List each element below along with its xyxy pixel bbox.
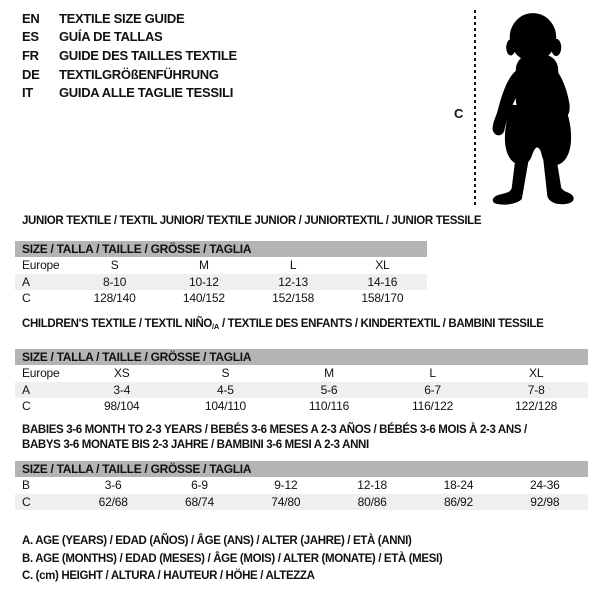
table-title: CHILDREN'S TEXTILE / TEXTIL $NIÑO_{/A}$ / TEXTILE DES ENFANTS / KINDERTEXTIL / BAMBINI TESSILE bbox=[22, 318, 544, 331]
size-cell: M bbox=[198, 258, 209, 272]
language-row bbox=[22, 28, 237, 47]
size-table bbox=[15, 349, 588, 415]
row-label: A bbox=[22, 274, 30, 289]
size-cell: 74/80 bbox=[271, 494, 301, 509]
language-row bbox=[22, 46, 237, 65]
size-cell: 62/68 bbox=[98, 494, 128, 509]
row-label: C bbox=[22, 494, 31, 509]
size-cell: 110/116 bbox=[308, 399, 350, 413]
height-measure-label-c: C bbox=[454, 106, 464, 121]
size-cell: 5-6 bbox=[320, 382, 338, 397]
size-cell: 80/86 bbox=[357, 494, 387, 509]
baby-silhouette-icon bbox=[487, 4, 589, 206]
size-cell: 158/170 bbox=[361, 291, 404, 305]
table-row bbox=[15, 494, 588, 511]
table-row bbox=[15, 290, 427, 307]
size-table bbox=[15, 461, 588, 510]
size-cell: 8-10 bbox=[103, 274, 127, 289]
size-cell: 92/98 bbox=[530, 494, 560, 509]
language-code: DE bbox=[22, 66, 40, 82]
language-text: TEXTILGRÖßENFÜHRUNG bbox=[59, 66, 219, 82]
size-cell: 104/110 bbox=[204, 399, 246, 413]
size-cell: 14-16 bbox=[367, 274, 398, 289]
table-row bbox=[15, 477, 588, 494]
size-cell: XS bbox=[113, 366, 130, 380]
table-row bbox=[15, 382, 588, 399]
language-text: GUIDE DES TAILLES TEXTILE bbox=[59, 47, 237, 63]
language-header bbox=[22, 9, 237, 102]
table-title: BABYS 3-6 MONATE BIS 2-3 JAHRE / BAMBINI 3-6 MESI A 2-3 ANNI bbox=[22, 439, 369, 451]
table-row bbox=[15, 365, 588, 382]
legend-note: B. AGE (MONTHS) / EDAD (MESES) / ÂGE (MOIS) / ALTER (MONATE) / ETÀ (MESI) bbox=[22, 552, 443, 565]
row-label: Europe bbox=[22, 366, 60, 380]
legend-note: A. AGE (YEARS) / EDAD (AÑOS) / ÂGE (ANS) / ALTER (JAHRE) / ETÀ (ANNI) bbox=[22, 535, 412, 547]
size-cell: 152/158 bbox=[272, 291, 315, 305]
table-title: JUNIOR TEXTILE / TEXTIL JUNIOR/ TEXTILE JUNIOR / JUNIORTEXTIL / JUNIOR TESSILE bbox=[22, 215, 482, 227]
size-cell: 3-6 bbox=[104, 478, 122, 492]
table-row bbox=[15, 274, 427, 291]
size-cell: 68/74 bbox=[184, 494, 214, 509]
language-text: GUÍA DE TALLAS bbox=[59, 29, 163, 45]
size-cell: 140/152 bbox=[182, 291, 225, 305]
title-subscript: /A bbox=[212, 322, 220, 331]
size-cell: 86/92 bbox=[443, 494, 473, 509]
size-table bbox=[15, 241, 427, 307]
language-code: FR bbox=[22, 47, 39, 63]
row-label: C bbox=[22, 291, 31, 305]
language-text: GUIDA ALLE TAGLIE TESSILI bbox=[59, 85, 234, 101]
size-table-babies bbox=[15, 423, 588, 510]
language-code: EN bbox=[22, 10, 40, 26]
legend-note: C. (cm) HEIGHT / ALTURA / HAUTEUR / HÖHE / ALTEZZA bbox=[22, 570, 315, 582]
size-cell: XL bbox=[375, 258, 390, 272]
size-cell: 24-36 bbox=[529, 478, 560, 492]
size-cell: 122/128 bbox=[515, 399, 558, 413]
table-row bbox=[15, 257, 427, 274]
size-cell: 6-9 bbox=[191, 478, 208, 492]
table-row bbox=[15, 398, 588, 415]
size-cell: 98/104 bbox=[104, 399, 140, 413]
size-cell: 6-7 bbox=[424, 382, 441, 397]
size-cell: XL bbox=[529, 366, 544, 380]
row-label: B bbox=[22, 478, 30, 492]
size-cell: 3-4 bbox=[113, 382, 131, 397]
size-cell: L bbox=[429, 366, 436, 380]
legend-notes bbox=[22, 533, 442, 586]
row-label: Europe bbox=[22, 258, 60, 272]
language-text: TEXTILE SIZE GUIDE bbox=[59, 10, 185, 26]
size-cell: 4-5 bbox=[217, 382, 234, 397]
language-code: ES bbox=[22, 29, 39, 45]
row-label: A bbox=[22, 382, 30, 397]
size-cell: 7-8 bbox=[527, 382, 545, 397]
table-title: BABIES 3-6 MONTH TO 2-3 YEARS / BEBÉS 3-6 MESES A 2-3 AÑOS / BÉBÉS 3-6 MOIS À 2-3 ANS / bbox=[22, 424, 527, 436]
size-cell: 18-24 bbox=[443, 478, 474, 492]
language-row bbox=[22, 83, 237, 102]
size-cell: 10-12 bbox=[189, 274, 219, 289]
size-table-junior bbox=[15, 214, 482, 307]
size-cell: M bbox=[324, 366, 334, 380]
size-cell: S bbox=[221, 366, 230, 380]
language-row bbox=[22, 9, 237, 28]
table-size-header: SIZE / TALLA / TAILLE / GRÖSSE / TAGLIA bbox=[15, 461, 588, 477]
size-cell: 12-13 bbox=[278, 274, 308, 289]
language-code: IT bbox=[22, 85, 33, 101]
language-row bbox=[22, 65, 237, 84]
size-table-children bbox=[15, 317, 588, 415]
size-cell: 128/140 bbox=[93, 291, 136, 305]
size-cell: 9-12 bbox=[274, 478, 298, 492]
size-cell: L bbox=[289, 258, 297, 272]
table-size-header: SIZE / TALLA / TAILLE / GRÖSSE / TAGLIA bbox=[15, 241, 427, 257]
table-size-header: SIZE / TALLA / TAILLE / GRÖSSE / TAGLIA bbox=[15, 349, 588, 365]
height-measure-line bbox=[474, 10, 476, 206]
row-label: C bbox=[22, 399, 31, 413]
size-cell: 116/122 bbox=[412, 399, 454, 413]
size-cell: 12-18 bbox=[357, 478, 387, 492]
size-cell: S bbox=[110, 258, 119, 272]
